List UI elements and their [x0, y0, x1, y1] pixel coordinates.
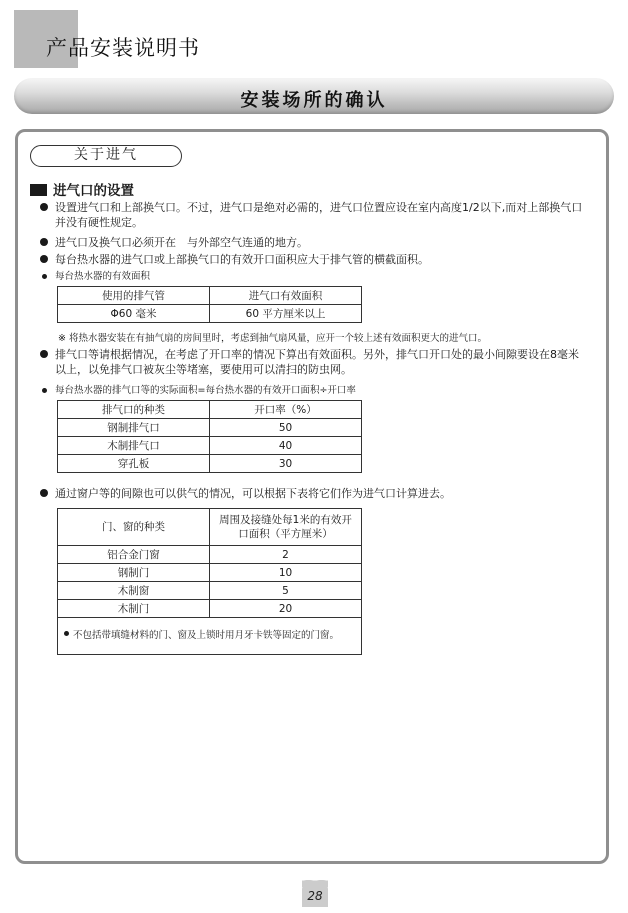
table-cell: 木制排气口 [58, 437, 210, 455]
table-cell: 20 [210, 600, 362, 618]
table-row [58, 564, 362, 582]
table-cell: 60 平方厘米以上 [210, 305, 362, 323]
table-cell: 10 [210, 564, 362, 582]
note-text: ※ 将热水器安装在有抽气扇的房间里时，考虑到抽气扇风量，应开一个较上述有效面积更大的进气口。 [58, 333, 487, 344]
table-row [58, 437, 362, 455]
table-cell: 钢制排气口 [58, 419, 210, 437]
table-row [58, 419, 362, 437]
square-bullet-icon [30, 184, 47, 196]
bullet-icon [42, 274, 47, 279]
subsection-pill: 关于进气 [30, 145, 182, 167]
section-banner [14, 78, 614, 114]
bullet-icon [40, 255, 48, 263]
table-header: 周围及接缝处每1米的有效开口面积（平方厘米） [210, 509, 362, 546]
bullet-icon [64, 631, 69, 636]
table-cell: Φ60 毫米 [58, 305, 210, 323]
bullet-1 [40, 200, 588, 230]
bullet-5 [40, 486, 588, 501]
bullet-4-text: 排气口等请根据情况，在考虑了开口率的情况下算出有效面积。另外，排气口开口处的最小间隙要设在8毫米以上，以免排气口被灰尘等堵塞，要使用可以清扫的防虫网。 [55, 348, 579, 376]
small-bullet-1-text: 每台热水器的有效面积 [55, 271, 151, 282]
exhaust-area-table [57, 286, 362, 323]
table-footnote-text: 不包括带填缝材料的门、窗及上锁时用月牙卡铁等固定的门窗。 [73, 630, 340, 641]
door-window-table [57, 508, 362, 655]
table-row [58, 546, 362, 564]
table-row [58, 600, 362, 618]
table-footnote-row [58, 618, 362, 655]
table-cell: 木制门 [58, 600, 210, 618]
opening-ratio-table [57, 400, 362, 473]
table-row [58, 305, 362, 323]
document-title: 产品安装说明书 [46, 36, 200, 60]
table-cell: 30 [210, 455, 362, 473]
table-header: 门、窗的种类 [58, 509, 210, 546]
bullet-2-text: 进气口及换气口必须开在 与外部空气连通的地方。 [55, 236, 308, 249]
table-header: 排气口的种类 [58, 401, 210, 419]
bullet-5-text: 通过窗户等的间隙也可以供气的情况，可以根据下表将它们作为进气口计算进去。 [55, 487, 451, 500]
table-header-row [58, 401, 362, 419]
table-cell: 铝合金门窗 [58, 546, 210, 564]
table-cell: 木制窗 [58, 582, 210, 600]
bullet-icon [40, 203, 48, 211]
table-cell: 钢制门 [58, 564, 210, 582]
page-number: 28 [302, 885, 328, 907]
small-bullet-2 [40, 383, 588, 398]
table-cell: 40 [210, 437, 362, 455]
bullet-icon [40, 238, 48, 246]
bullet-3-text: 每台热水器的进气口或上部换气口的有效开口面积应大于排气管的横截面积。 [55, 253, 429, 266]
subsection-heading-text: 进气口的设置 [53, 183, 134, 199]
table-cell: 5 [210, 582, 362, 600]
small-bullet-2-text: 每台热水器的排气口等的实际面积=每台热水器的有效开口面积÷开口率 [55, 385, 356, 396]
small-bullet-1 [40, 269, 588, 284]
table-header-row [58, 287, 362, 305]
bullet-icon [40, 489, 48, 497]
table-header: 进气口有效面积 [210, 287, 362, 305]
table-cell: 穿孔板 [58, 455, 210, 473]
bullet-2 [40, 235, 588, 250]
bullet-3 [40, 252, 588, 267]
table-footnote [58, 618, 362, 655]
bullet-icon [40, 350, 48, 358]
bullet-4 [40, 347, 588, 377]
table-cell: 2 [210, 546, 362, 564]
bullet-icon [42, 388, 47, 393]
bullet-1-text: 设置进气口和上部换气口。不过，进气口是绝对必需的，进气口位置应设在室内高度1/2以下,而对上部换气口并没有硬性规定。 [55, 201, 583, 229]
section-title: 安装场所的确认 [240, 90, 388, 111]
table-row [58, 582, 362, 600]
table-cell: 50 [210, 419, 362, 437]
table-header: 开口率（%） [210, 401, 362, 419]
table-header-row [58, 509, 362, 546]
table-row [58, 455, 362, 473]
subsection-heading [30, 179, 134, 199]
table-header: 使用的排气管 [58, 287, 210, 305]
